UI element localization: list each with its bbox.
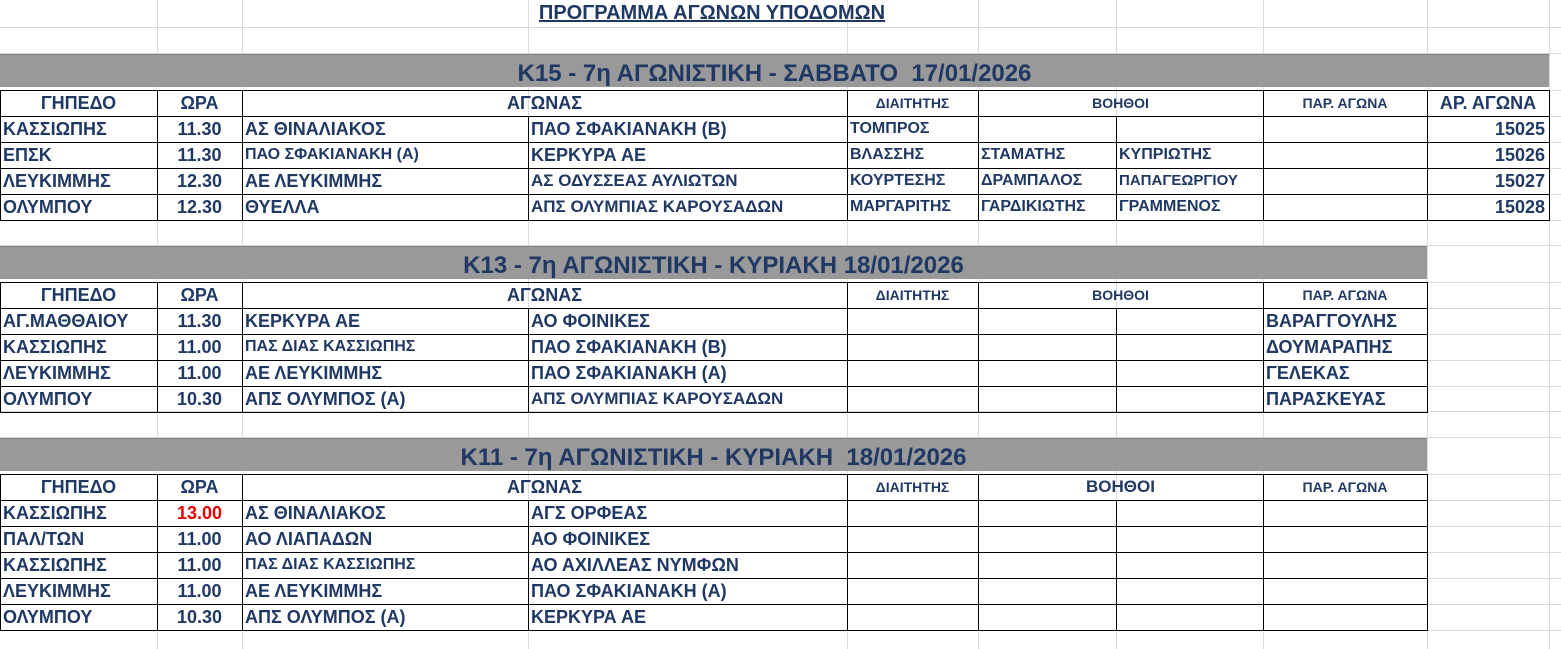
observer-cell (1263, 142, 1427, 168)
table-border-vertical (978, 116, 979, 220)
time-cell: 10.30 (176, 389, 223, 409)
match-number-cell: 15026 (1494, 145, 1545, 165)
table-border-horizontal (0, 578, 1428, 579)
time-cell: 11.30 (177, 119, 222, 139)
table-border-vertical (978, 308, 979, 412)
header-match: ΑΓΩΝΑΣ (506, 477, 583, 497)
venue-cell: ΛΕΥΚΙΜΜΗΣ (3, 171, 111, 191)
assistant-2-cell (1116, 308, 1263, 334)
table-border-vertical (1263, 308, 1264, 412)
assistant-2-cell (1116, 360, 1263, 386)
table-border-vertical (847, 500, 848, 630)
observer-cell: ΒΑΡΑΓΓΟΥΛΗΣ (1266, 311, 1397, 331)
home-team-cell: ΠΑΟ ΣΦΑΚΙΑΝΑΚΗ (Α) (245, 146, 419, 163)
section-title: Κ11 - 7η ΑΓΩΝΙΣΤΙΚΗ - ΚΥΡΙΑΚΗ 18/01/2026 (0, 438, 1427, 471)
referee-cell: ΤΟΜΠΡΟΣ (850, 120, 930, 137)
away-team-cell: ΑΟ ΦΟΙΝΙΚΕΣ (531, 311, 651, 331)
referee-cell (847, 360, 978, 386)
venue-cell: ΚΑΣΣΙΩΠΗΣ (3, 503, 107, 523)
table-border-vertical (1116, 500, 1117, 630)
table-border-vertical (978, 282, 979, 308)
observer-cell (1263, 168, 1427, 194)
referee-cell (847, 334, 978, 360)
venue-cell: ΑΓ.ΜΑΘΘΑΙΟΥ (3, 311, 129, 331)
assistant-1-cell (978, 526, 1116, 552)
venue-cell: ΛΕΥΚΙΜΜΗΣ (3, 363, 111, 383)
table-border-vertical (0, 500, 1, 630)
table-border-horizontal (0, 412, 1428, 413)
venue-cell: ΚΑΣΣΙΩΠΗΣ (3, 555, 107, 575)
table-border-horizontal (0, 334, 1428, 335)
observer-cell (1263, 604, 1427, 630)
section-title: Κ15 - 7η ΑΓΩΝΙΣΤΙΚΗ - ΣΑΒΒΑΤΟ 17/01/2026 (0, 54, 1549, 87)
table-border-horizontal (0, 552, 1428, 553)
observer-cell: ΓΕΛΕΚΑΣ (1266, 363, 1350, 383)
header-observer: ΠΑΡ. ΑΓΩΝΑ (1302, 479, 1388, 495)
header-venue: ΓΗΠΕΔΟ (40, 93, 117, 113)
table-border-vertical (1116, 308, 1117, 412)
venue-cell: ΟΛΥΜΠΟΥ (3, 389, 93, 409)
table-border-vertical (1263, 116, 1264, 220)
table-border-horizontal (0, 604, 1428, 605)
assistant-2-cell (1116, 386, 1263, 412)
table-border-vertical (157, 500, 158, 630)
assistant-1-cell (978, 308, 1116, 334)
header-match: ΑΓΩΝΑΣ (506, 93, 583, 113)
venue-cell: ΚΑΣΣΙΩΠΗΣ (3, 119, 107, 139)
header-assistants: ΒΟΗΘΟΙ (1086, 477, 1155, 496)
time-cell: 11.00 (177, 581, 222, 601)
referee-cell (847, 308, 978, 334)
table-border-vertical (1427, 116, 1428, 220)
home-team-cell: ΑΕ ΛΕΥΚΙΜΜΗΣ (245, 581, 383, 601)
home-team-cell: ΑΟ ΛΙΑΠΑΔΩΝ (245, 529, 373, 549)
time-cell: 12.30 (176, 171, 223, 191)
away-team-cell: ΑΠΣ ΟΛΥΜΠΙΑΣ ΚΑΡΟΥΣΑΔΩΝ (531, 389, 784, 408)
header-referee: ΔΙΑΙΤΗΤΗΣ (875, 287, 950, 303)
table-border-vertical (0, 90, 1, 116)
assistant-1-cell: ΔΡΑΜΠΑΛΟΣ (981, 172, 1083, 189)
table-border-vertical (978, 500, 979, 630)
home-team-cell: ΘΥΕΛΛΑ (245, 197, 320, 217)
assistant-1-cell: ΣΤΑΜΑΤΗΣ (981, 146, 1066, 163)
assistant-1-cell (978, 604, 1116, 630)
header-referee: ΔΙΑΙΤΗΤΗΣ (875, 479, 950, 495)
referee-cell (847, 500, 978, 526)
venue-cell: ΟΛΥΜΠΟΥ (3, 607, 93, 627)
observer-cell (1263, 194, 1427, 220)
table-border-horizontal (0, 90, 1550, 91)
header-venue: ΓΗΠΕΔΟ (40, 477, 117, 497)
assistant-1-cell (978, 500, 1116, 526)
table-border-vertical (1116, 116, 1117, 220)
table-border-vertical (1427, 90, 1428, 116)
gridline-horizontal (0, 27, 1561, 28)
table-border-vertical (157, 474, 158, 500)
home-team-cell: ΑΣ ΘΙΝΑΛΙΑΚΟΣ (245, 503, 386, 523)
table-border-horizontal (0, 386, 1428, 387)
table-border-horizontal (0, 116, 1550, 117)
home-team-cell: ΑΕ ΛΕΥΚΙΜΜΗΣ (245, 171, 383, 191)
match-number-cell: 15025 (1494, 119, 1545, 139)
home-team-cell: ΠΑΣ ΔΙΑΣ ΚΑΣΣΙΩΠΗΣ (245, 556, 416, 573)
table-border-vertical (1427, 500, 1428, 630)
table-border-vertical (242, 116, 243, 220)
away-team-cell: ΠΑΟ ΣΦΑΚΙΑΝΑΚΗ (Β) (531, 337, 727, 357)
assistant-2-cell: ΠΑΠΑΓΕΩΡΓΙΟΥ (1119, 172, 1238, 189)
home-team-cell: ΑΠΣ ΟΛΥΜΠΟΣ (Α) (245, 607, 406, 627)
table-border-vertical (0, 116, 1, 220)
table-border-horizontal (0, 526, 1428, 527)
away-team-cell: ΑΟ ΦΟΙΝΙΚΕΣ (531, 529, 651, 549)
assistant-2-cell (1116, 116, 1263, 142)
table-border-vertical (0, 474, 1, 500)
assistant-1-cell (978, 578, 1116, 604)
table-border-vertical (0, 308, 1, 412)
home-team-cell: ΑΠΣ ΟΛΥΜΠΟΣ (Α) (245, 389, 406, 409)
table-border-vertical (528, 500, 529, 630)
table-border-vertical (1549, 90, 1550, 116)
time-cell: 13.00 (176, 503, 223, 523)
assistant-2-cell: ΚΥΠΡΙΩΤΗΣ (1119, 146, 1212, 163)
table-border-horizontal (0, 168, 1550, 169)
time-cell: 11.30 (177, 311, 222, 331)
home-team-cell: ΚΕΡΚΥΡΑ ΑΕ (245, 311, 361, 331)
referee-cell: ΚΟΥΡΤΕΣΗΣ (850, 172, 946, 189)
header-assistants: ΒΟΗΘΟΙ (1092, 287, 1149, 303)
table-border-horizontal (0, 142, 1550, 143)
table-border-vertical (847, 308, 848, 412)
assistant-2-cell (1116, 552, 1263, 578)
header-match: ΑΓΩΝΑΣ (506, 285, 583, 305)
venue-cell: ΚΑΣΣΙΩΠΗΣ (3, 337, 107, 357)
referee-cell: ΜΑΡΓΑΡΙΤΗΣ (850, 198, 952, 215)
header-time: ΩΡΑ (180, 477, 219, 497)
header-time: ΩΡΑ (180, 285, 219, 305)
table-border-vertical (1549, 116, 1550, 220)
assistant-2-cell (1116, 604, 1263, 630)
table-border-vertical (0, 282, 1, 308)
table-border-vertical (528, 308, 529, 412)
away-team-cell: ΠΑΟ ΣΦΑΚΙΑΝΑΚΗ (Α) (531, 363, 727, 383)
observer-cell (1263, 578, 1427, 604)
section-title: Κ13 - 7η ΑΓΩΝΙΣΤΙΚΗ - ΚΥΡΙΑΚΗ 18/01/2026 (0, 246, 1427, 279)
table-border-vertical (847, 474, 848, 500)
assistant-1-cell (978, 334, 1116, 360)
referee-cell (847, 552, 978, 578)
table-border-vertical (1263, 474, 1264, 500)
table-border-horizontal (0, 630, 1428, 631)
table-border-horizontal (0, 500, 1428, 501)
assistant-2-cell (1116, 526, 1263, 552)
header-assistants: ΒΟΗΘΟΙ (1092, 95, 1149, 111)
observer-cell (1263, 526, 1427, 552)
table-border-vertical (978, 90, 979, 116)
referee-cell (847, 578, 978, 604)
table-border-horizontal (0, 360, 1428, 361)
observer-cell: ΠΑΡΑΣΚΕΥΑΣ (1266, 389, 1386, 409)
assistant-1-cell (978, 552, 1116, 578)
table-border-vertical (157, 282, 158, 308)
table-border-vertical (242, 308, 243, 412)
table-border-vertical (847, 282, 848, 308)
venue-cell: ΟΛΥΜΠΟΥ (3, 197, 93, 217)
assistant-2-cell (1116, 578, 1263, 604)
observer-cell: ΔΟΥΜΑΡΑΠΗΣ (1266, 337, 1393, 357)
page-title: ΠΡΟΓΡΑΜΜΑ ΑΓΩΝΩΝ ΥΠΟΔΟΜΩΝ (538, 2, 886, 24)
home-team-cell: ΑΣ ΘΙΝΑΛΙΑΚΟΣ (245, 119, 386, 139)
table-border-horizontal (0, 282, 1428, 283)
home-team-cell: ΑΕ ΛΕΥΚΙΜΜΗΣ (245, 363, 383, 383)
table-border-vertical (242, 282, 243, 308)
assistant-1-cell (978, 386, 1116, 412)
table-border-vertical (1427, 474, 1428, 500)
header-venue: ΓΗΠΕΔΟ (40, 285, 117, 305)
venue-cell: ΛΕΥΚΙΜΜΗΣ (3, 581, 111, 601)
table-border-vertical (1263, 90, 1264, 116)
header-observer: ΠΑΡ. ΑΓΩΝΑ (1302, 95, 1388, 111)
referee-cell (847, 386, 978, 412)
referee-cell (847, 526, 978, 552)
match-number-cell: 15027 (1494, 171, 1545, 191)
away-team-cell: ΑΣ ΟΔΥΣΣΕΑΣ ΑΥΛΙΩΤΩΝ (531, 171, 738, 190)
away-team-cell: ΠΑΟ ΣΦΑΚΙΑΝΑΚΗ (Α) (531, 581, 727, 601)
time-cell: 12.30 (176, 197, 223, 217)
table-border-vertical (242, 90, 243, 116)
time-cell: 11.00 (177, 337, 222, 357)
table-border-vertical (1427, 308, 1428, 412)
assistant-2-cell (1116, 500, 1263, 526)
observer-cell (1263, 552, 1427, 578)
header-time: ΩΡΑ (180, 93, 219, 113)
table-border-horizontal (0, 308, 1428, 309)
assistant-1-cell (978, 360, 1116, 386)
time-cell: 11.00 (177, 363, 222, 383)
header-match-number: ΑΡ. ΑΓΩΝΑ (1439, 93, 1537, 113)
table-border-vertical (242, 500, 243, 630)
table-border-horizontal (0, 474, 1428, 475)
time-cell: 11.30 (177, 145, 222, 165)
time-cell: 10.30 (176, 607, 223, 627)
table-border-vertical (1263, 282, 1264, 308)
time-cell: 11.00 (177, 555, 222, 575)
assistant-1-cell (978, 116, 1116, 142)
table-border-vertical (847, 90, 848, 116)
table-border-vertical (528, 116, 529, 220)
away-team-cell: ΚΕΡΚΥΡΑ ΑΕ (531, 145, 647, 165)
table-border-vertical (157, 90, 158, 116)
assistant-1-cell: ΓΑΡΔΙΚΙΩΤΗΣ (981, 198, 1086, 215)
table-border-vertical (978, 474, 979, 500)
time-cell: 11.00 (177, 529, 222, 549)
away-team-cell: ΑΟ ΑΧΙΛΛΕΑΣ ΝΥΜΦΩΝ (531, 555, 739, 575)
table-border-vertical (1427, 282, 1428, 308)
table-border-horizontal (0, 220, 1550, 221)
away-team-cell: ΠΑΟ ΣΦΑΚΙΑΝΑΚΗ (Β) (531, 119, 727, 139)
header-referee: ΔΙΑΙΤΗΤΗΣ (875, 95, 950, 111)
table-border-vertical (157, 116, 158, 220)
venue-cell: ΠΑΛ/ΤΩΝ (3, 529, 85, 549)
table-border-vertical (242, 474, 243, 500)
referee-cell: ΒΛΑΣΣΗΣ (850, 146, 925, 163)
table-border-vertical (157, 308, 158, 412)
table-border-vertical (1263, 500, 1264, 630)
assistant-2-cell: ΓΡΑΜΜΕΝΟΣ (1119, 198, 1221, 215)
assistant-2-cell (1116, 334, 1263, 360)
header-observer: ΠΑΡ. ΑΓΩΝΑ (1302, 287, 1388, 303)
observer-cell (1263, 116, 1427, 142)
observer-cell (1263, 500, 1427, 526)
away-team-cell: ΑΓΣ ΟΡΦΕΑΣ (531, 503, 648, 523)
venue-cell: ΕΠΣΚ (3, 145, 52, 165)
home-team-cell: ΠΑΣ ΔΙΑΣ ΚΑΣΣΙΩΠΗΣ (245, 338, 416, 355)
away-team-cell: ΚΕΡΚΥΡΑ ΑΕ (531, 607, 647, 627)
match-number-cell: 15028 (1494, 197, 1545, 217)
referee-cell (847, 604, 978, 630)
away-team-cell: ΑΠΣ ΟΛΥΜΠΙΑΣ ΚΑΡΟΥΣΑΔΩΝ (531, 197, 784, 216)
table-border-vertical (847, 116, 848, 220)
table-border-horizontal (0, 194, 1550, 195)
